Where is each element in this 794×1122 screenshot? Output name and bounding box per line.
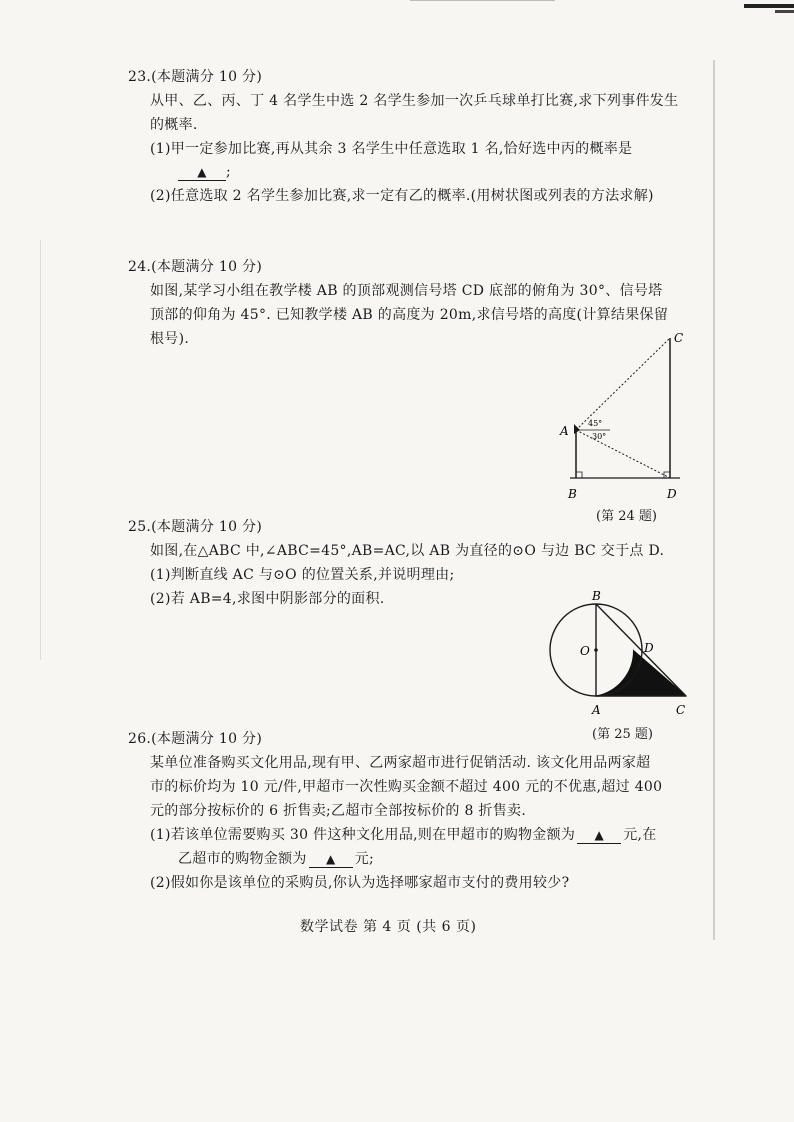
point-a-label: A [592, 703, 601, 717]
q24-line2: 顶部的仰角为 45°. 已知教学楼 AB 的高度为 20m,求信号塔的高度(计算结果保留 [150, 307, 669, 323]
q26-part1-text-c: 乙超市的购物金额为 [178, 851, 307, 867]
point-d-label: D [667, 487, 677, 501]
q26-answer-blank-2[interactable] [309, 851, 353, 868]
margin-rule [713, 60, 715, 940]
q25-line1: 如图,在△ABC 中,∠ABC=45°,AB=AC,以 AB 为直径的⊙O 与边 BC 交于点 D. [150, 543, 665, 559]
q26-part1-line1 [150, 826, 657, 844]
page-footer: 数学试卷 第 4 页 (共 6 页) [300, 919, 477, 935]
triangle-icon: ▲ [594, 828, 604, 842]
center-o-dot [594, 648, 598, 652]
q25-header: 25.(本题满分 10 分) [128, 519, 263, 535]
q24-line1: 如图,某学习小组在教学楼 AB 的顶部观测信号塔 CD 底部的俯角为 30°、信号塔 [150, 283, 663, 299]
q26-line2: 市的标价均为 10 元/件,甲超市一次性购买金额不超过 400 元的不优惠,超过 400 [150, 779, 663, 795]
q26-part1-text-d: 元; [354, 851, 375, 867]
right-angle-b [576, 472, 582, 478]
q23-part1-answer-line [178, 163, 231, 181]
q23-answer-blank[interactable] [178, 164, 226, 181]
scan-artifact-corner [744, 4, 794, 8]
q23-part1: (1)甲一定参加比赛,再从其余 3 名学生中任意选取 1 名,恰好选中丙的概率是 [150, 141, 633, 157]
q23-header: 23.(本题满分 10 分) [128, 69, 263, 85]
q23-part2: (2)任意选取 2 名学生参加比赛,求一定有乙的概率.(用树状图或列表的方法求解) [150, 188, 654, 204]
q26-header: 26.(本题满分 10 分) [128, 731, 263, 747]
scan-artifact-corner-2 [775, 10, 794, 13]
q24-line3: 根号). [150, 331, 190, 347]
q26-answer-blank-1[interactable] [577, 827, 621, 844]
point-c-label: C [674, 331, 684, 345]
q25-part2: (2)若 AB=4,求图中阴影部分的面积. [150, 591, 385, 607]
point-a-label: A [560, 424, 569, 438]
angle-45-label: 45° [588, 419, 603, 428]
q26-part1-line2 [178, 850, 374, 868]
point-b-label: B [568, 487, 577, 501]
point-o-label: O [580, 644, 590, 658]
angle-30-label: 30° [592, 432, 607, 441]
q26-part1-text-a: (1)若该单位需要购买 30 件这种文化用品,则在甲超市的购物金额为 [150, 827, 576, 843]
q25-part1: (1)判断直线 AC 与⊙O 的位置关系,并说明理由; [150, 567, 455, 583]
q23-intro-line2: 的概率. [150, 117, 198, 133]
triangle-icon: ▲ [197, 165, 207, 179]
point-d-label: D [644, 641, 654, 655]
point-c-label: C [676, 703, 686, 717]
q26-part2: (2)假如你是该单位的采购员,你认为选择哪家超市支付的费用较少? [150, 875, 570, 891]
q24-figure [550, 326, 700, 506]
q26-line3: 元的部分按标价的 6 折售卖;乙超市全部按标价的 8 折售卖. [150, 803, 527, 819]
q26-part1-text-b: 元,在 [623, 827, 657, 843]
q26-line1: 某单位准备购买文化用品,现有甲、乙两家超市进行促销活动. 该文化用品两家超 [150, 755, 651, 771]
triangle-icon: ▲ [325, 852, 336, 866]
point-b-label: B [592, 589, 601, 603]
sight-line-ac [576, 338, 670, 430]
scan-artifact-top [410, 0, 555, 1]
q25-caption: (第 25 题) [592, 727, 653, 742]
observer-icon [574, 424, 580, 434]
sight-line-ad [576, 430, 670, 478]
q24-caption: (第 24 题) [596, 509, 657, 524]
q23-intro-line1: 从甲、乙、丙、丁 4 名学生中选 2 名学生参加一次乒乓球单打比赛,求下列事件发生 [150, 93, 679, 109]
q24-header: 24.(本题满分 10 分) [128, 259, 263, 275]
q25-figure [540, 586, 700, 722]
left-margin-rule [40, 240, 41, 660]
q23-part1-end: ; [226, 164, 232, 180]
